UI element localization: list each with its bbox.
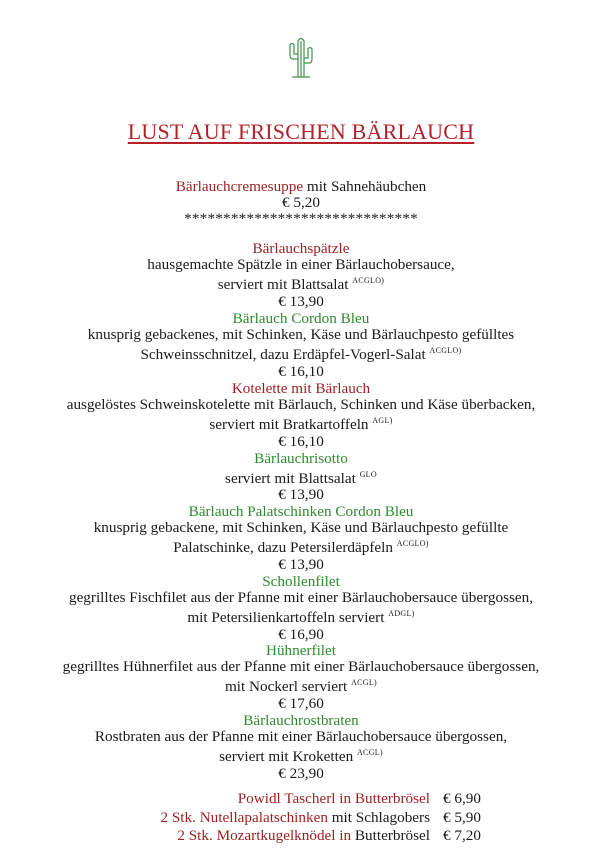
dessert-section (0, 790, 602, 846)
cactus-icon (285, 33, 317, 79)
dish-description: mit Nockerl serviert $^{ACGL)}$ (224, 678, 378, 696)
dish-item (0, 643, 602, 712)
soup-line (0, 179, 602, 195)
allergen-codes: ACGL) (351, 678, 378, 688)
dish-name: Hühnerfilet (265, 642, 336, 659)
dessert-name: Powidl Tascherl in Butterbrösel (237, 790, 430, 807)
dish-description: hausgemachte Spätzle in einer Bärlauchobersauce, (147, 256, 455, 274)
dessert-name: 2 Stk. Mozartkugelknödel in Butterbrösel (177, 827, 430, 844)
dish-name: Kotelette mit Bärlauch (231, 380, 371, 397)
dish-item (0, 574, 602, 643)
dish-price: € 23,90 (278, 764, 324, 782)
dish-description: serviert mit Blattsalat $^{ACGLO)}$ (217, 276, 385, 294)
dish-description: gegrilltes Hühnerfilet aus der Pfanne mit einer Bärlauchobersauce übergossen, (62, 658, 540, 676)
dish-description: Rostbraten aus der Pfanne mit einer Bärlauchobersauce übergossen, (94, 728, 508, 746)
dish-description: knusprig gebackenes, mit Schinken, Käse und Bärlauchpesto gefülltes (87, 326, 515, 344)
dish-description: Palatschinke, dazu Petersilerdäpfeln $^{ACGLO)}$ (173, 539, 429, 557)
menu-title: LUST AUF FRISCHEN BÄRLAUCH (127, 119, 475, 144)
dish-description: serviert mit Bratkartoffeln $^{AGL)}$ (209, 416, 393, 434)
soup-rest: mit Sahnehäubchen (303, 178, 427, 195)
allergen-codes: GLO (359, 470, 377, 480)
dish-description: serviert mit Kroketten $^{ACGL)}$ (219, 748, 383, 766)
dish-price: € 13,90 (278, 292, 324, 310)
dish-name: Bärlauch Cordon Bleu (232, 310, 370, 327)
allergen-codes: ACGLO) (429, 346, 462, 356)
allergen-codes: AGL) (372, 416, 393, 426)
dish-description: ausgelöstes Schweinskotelette mit Bärlauch, Schinken und Käse überbacken, (66, 396, 536, 414)
dessert-price: € 6,90 (443, 790, 481, 807)
dish-description: mit Petersilienkartoffeln serviert $^{ADGL)}$ (187, 609, 415, 627)
soup-price: € 5,20 (282, 194, 320, 212)
dish-name: Bärlauch Palatschinken Cordon Bleu (188, 503, 414, 520)
dish-item (0, 311, 602, 380)
dish-item (0, 241, 602, 310)
dish-name: Bärlauchrostbraten (243, 712, 359, 729)
dessert-item (0, 809, 602, 828)
dish-description: serviert mit Blattsalat $^{GLO}$ (225, 470, 377, 488)
dessert-price: € 5,90 (443, 808, 481, 826)
allergen-codes: ACGLO) (352, 276, 385, 286)
dessert-price: € 7,20 (443, 827, 481, 844)
soup-section (0, 179, 602, 228)
allergen-codes: ACGLO) (396, 539, 429, 549)
dish-description: Schweinsschnitzel, dazu Erdäpfel-Vogerl-Salat $^{ACGLO)}$ (140, 346, 462, 364)
dish-item (0, 713, 602, 782)
dish-price: € 16,10 (278, 432, 324, 450)
dessert-item (0, 827, 602, 846)
dish-item (0, 381, 602, 450)
dish-item (0, 451, 602, 504)
dish-description: knusprig gebackene, mit Schinken, Käse und Bärlauchpesto gefüllte (93, 519, 509, 537)
dish-price: € 16,10 (278, 362, 324, 380)
dish-price: € 13,90 (278, 555, 324, 573)
divider: ****************************** (184, 210, 418, 228)
dish-price: € 16,90 (278, 625, 324, 643)
soup-name: Bärlauchcremesuppe (175, 178, 304, 195)
dish-name: Bärlauchspätzle (252, 240, 350, 257)
dish-name: Bärlauchrisotto (254, 450, 348, 467)
allergen-codes: ADGL) (388, 609, 415, 619)
dish-description: gegrilltes Fischfilet aus der Pfanne mit einer Bärlauchobersauce übergossen, (68, 589, 534, 607)
dessert-name: 2 Stk. Nutellapalatschinken mit Schlagobers (160, 808, 430, 826)
dish-price: € 13,90 (278, 486, 324, 504)
dish-name: Schollenfilet (262, 573, 340, 590)
dish-price: € 17,60 (278, 694, 324, 712)
allergen-codes: ACGL) (356, 748, 383, 758)
dish-item (0, 504, 602, 573)
dessert-item (0, 790, 602, 809)
